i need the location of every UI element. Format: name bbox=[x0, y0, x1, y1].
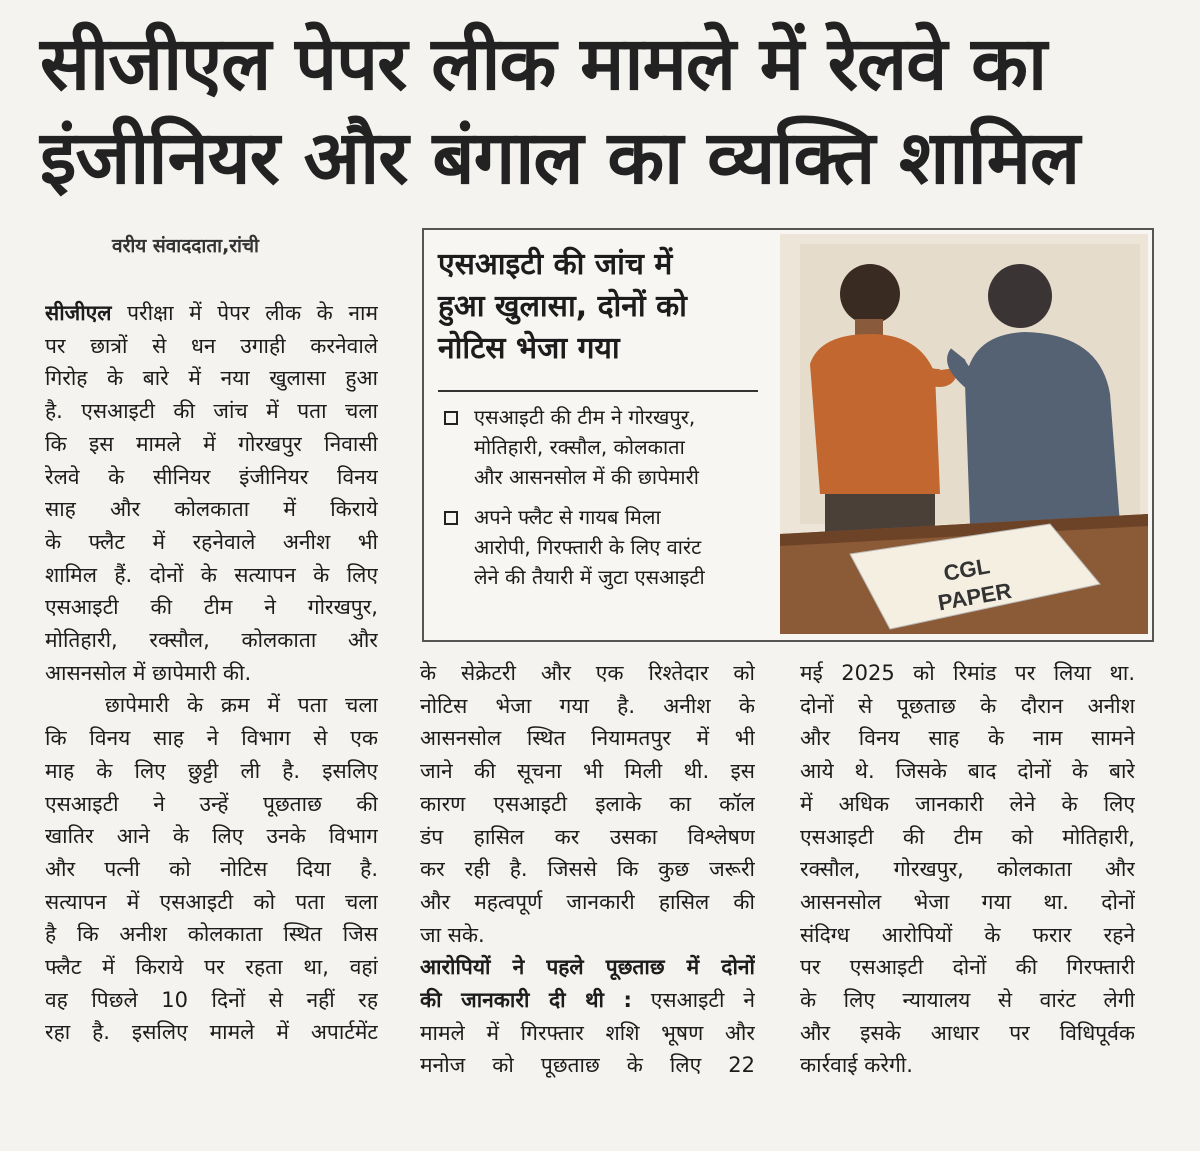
article-line: मामले में गिरफ्तार शशि भूषण और bbox=[420, 1020, 755, 1045]
article-line: जा सके. bbox=[420, 922, 485, 947]
article-line: छापेमारी के क्रम में पता चला bbox=[105, 693, 378, 718]
article-line: संदिग्ध आरोपियों के फरार रहने bbox=[800, 922, 1135, 947]
bullet-line: और आसनसोल में की छापेमारी bbox=[474, 465, 699, 489]
paper-label: PAPER bbox=[936, 577, 1014, 616]
article-line: दोनों से पूछताछ के दौरान अनीश bbox=[800, 693, 1135, 718]
two-men-illustration bbox=[780, 234, 1148, 634]
article-line: मनोज को पूछताछ के लिए 22 bbox=[420, 1053, 755, 1078]
article-line: के सेक्रेटरी और एक रिश्तेदार को bbox=[420, 661, 755, 685]
article-line: रक्सौल, गोरखपुर, कोलकाता और bbox=[800, 857, 1135, 882]
article-line: एसआइटी की टीम ने गोरखपुर, bbox=[45, 595, 378, 620]
article-line: एसआइटी की टीम को मोतिहारी, bbox=[800, 824, 1135, 849]
square-bullet-icon bbox=[444, 411, 458, 425]
article-line: कारण एसआइटी इलाके का कॉल bbox=[420, 791, 755, 816]
line-text: एसआइटी ने bbox=[631, 988, 755, 1013]
bullet-line: अपने फ्लैट से गायब मिला bbox=[474, 505, 661, 529]
article-line: कि इस मामले में गोरखपुर निवासी bbox=[45, 431, 378, 456]
article-line: आये थे. जिसके बाद दोनों के बारे bbox=[800, 759, 1135, 784]
box-title bbox=[438, 244, 687, 370]
byline: वरीय संवाददाता,रांची bbox=[112, 235, 259, 257]
article-line: रहा है. इसलिए मामले में अपार्टमेंट bbox=[45, 1020, 378, 1045]
article-line: फ्लैट में किराये पर रहता था, वहां bbox=[45, 955, 378, 980]
article-line: और पत्नी को नोटिस दिया है. bbox=[45, 856, 378, 881]
divider bbox=[438, 390, 758, 392]
article-line: माह के लिए छुट्टी ली है. इसलिए bbox=[45, 758, 378, 783]
article-line: शामिल हैं. दोनों के सत्यापन के लिए bbox=[45, 562, 378, 587]
article-line: और विनय साह के नाम सामने bbox=[800, 726, 1135, 751]
article-line: के लिए न्यायालय से वारंट लेगी bbox=[800, 988, 1135, 1013]
box-bullet bbox=[444, 402, 699, 492]
article-line: कार्रवाई करेगी. bbox=[800, 1053, 913, 1078]
article-line: आरोपियों ने पहले पूछताछ में दोनों bbox=[420, 955, 755, 980]
box-title-line: हुआ खुलासा, दोनों को bbox=[438, 289, 687, 324]
article-line: के फ्लैट में रहनेवाले अनीश भी bbox=[45, 529, 378, 554]
article-line: जाने की सूचना भी मिली थी. इस bbox=[420, 759, 755, 784]
article-line: नोटिस भेजा गया है. अनीश के bbox=[420, 693, 755, 718]
highlight-box bbox=[422, 228, 1154, 642]
headline-line-2: इंजीनियर और बंगाल का व्यक्ति शामिल bbox=[40, 115, 1080, 201]
article-column-3 bbox=[800, 657, 1135, 1082]
line-text: परीक्षा में पेपर लीक के नाम bbox=[111, 301, 378, 325]
article-line: आसनसोल स्थित नियामतपुर में भी bbox=[420, 726, 755, 751]
article-line: वह पिछले 10 दिनों से नहीं रह bbox=[45, 987, 378, 1012]
box-bullet bbox=[444, 502, 705, 592]
cgl-label: CGL bbox=[941, 553, 992, 586]
article-line: मोतिहारी, रक्सौल, कोलकाता और bbox=[45, 628, 378, 653]
article-column-2 bbox=[420, 657, 755, 1082]
article-line: खातिर आने के लिए उनके विभाग bbox=[45, 824, 378, 849]
article-line: पर एसआइटी दोनों की गिरफ्तारी bbox=[800, 955, 1135, 980]
article-line: एसआइटी ने उन्हें पूछताछ की bbox=[45, 791, 378, 816]
bullet-line: लेने की तैयारी में जुटा एसआइटी bbox=[474, 565, 705, 589]
article-line: गिरोह के बारे में नया खुलासा हुआ bbox=[45, 366, 378, 391]
box-title-line: एसआइटी की जांच में bbox=[438, 247, 673, 282]
article-line: रेलवे के सीनियर इंजीनियर विनय bbox=[45, 464, 378, 489]
headline-line-1: सीजीएल पेपर लीक मामले में रेलवे का bbox=[40, 21, 1047, 107]
article-line: और इसके आधार पर विधिपूर्वक bbox=[800, 1020, 1135, 1045]
article-line: कर रही है. जिससे कि कुछ जरूरी bbox=[420, 857, 755, 882]
bullet-line: एसआइटी की टीम ने गोरखपुर, bbox=[474, 405, 696, 429]
article-line: है कि अनीश कोलकाता स्थित जिस bbox=[45, 922, 378, 947]
article-line: है. एसआइटी की जांच में पता चला bbox=[45, 399, 378, 424]
box-title-line: नोटिस भेजा गया bbox=[438, 331, 620, 366]
article-line: पर छात्रों से धन उगाही करनेवाले bbox=[45, 333, 378, 358]
article-line bbox=[45, 297, 378, 330]
bullet-line: आरोपी, गिरफ्तारी के लिए वारंट bbox=[474, 535, 702, 559]
subhead-text: की जानकारी दी थी : bbox=[420, 988, 632, 1013]
article-column-1 bbox=[45, 297, 378, 1049]
lead-word: सीजीएल bbox=[45, 301, 112, 325]
article-line bbox=[420, 984, 755, 1017]
article-line: सत्यापन में एसआइटी को पता चला bbox=[45, 889, 378, 914]
article-line: में अधिक जानकारी लेने के लिए bbox=[800, 791, 1135, 816]
article-line: आसनसोल भेजा गया था. दोनों bbox=[800, 889, 1135, 914]
article-line: डंप हासिल कर उसका विश्लेषण bbox=[420, 824, 755, 849]
article-line: कि विनय साह ने विभाग से एक bbox=[45, 726, 378, 751]
article-line: साह और कोलकाता में किराये bbox=[45, 497, 378, 522]
square-bullet-icon bbox=[444, 511, 458, 525]
article-line: और महत्वपूर्ण जानकारी हासिल की bbox=[420, 889, 755, 914]
bullet-line: मोतिहारी, रक्सौल, कोलकाता bbox=[474, 435, 685, 459]
article-line: आसनसोल में छापेमारी की. bbox=[45, 660, 252, 685]
article-line: मई 2025 को रिमांड पर लिया था. bbox=[800, 661, 1135, 685]
